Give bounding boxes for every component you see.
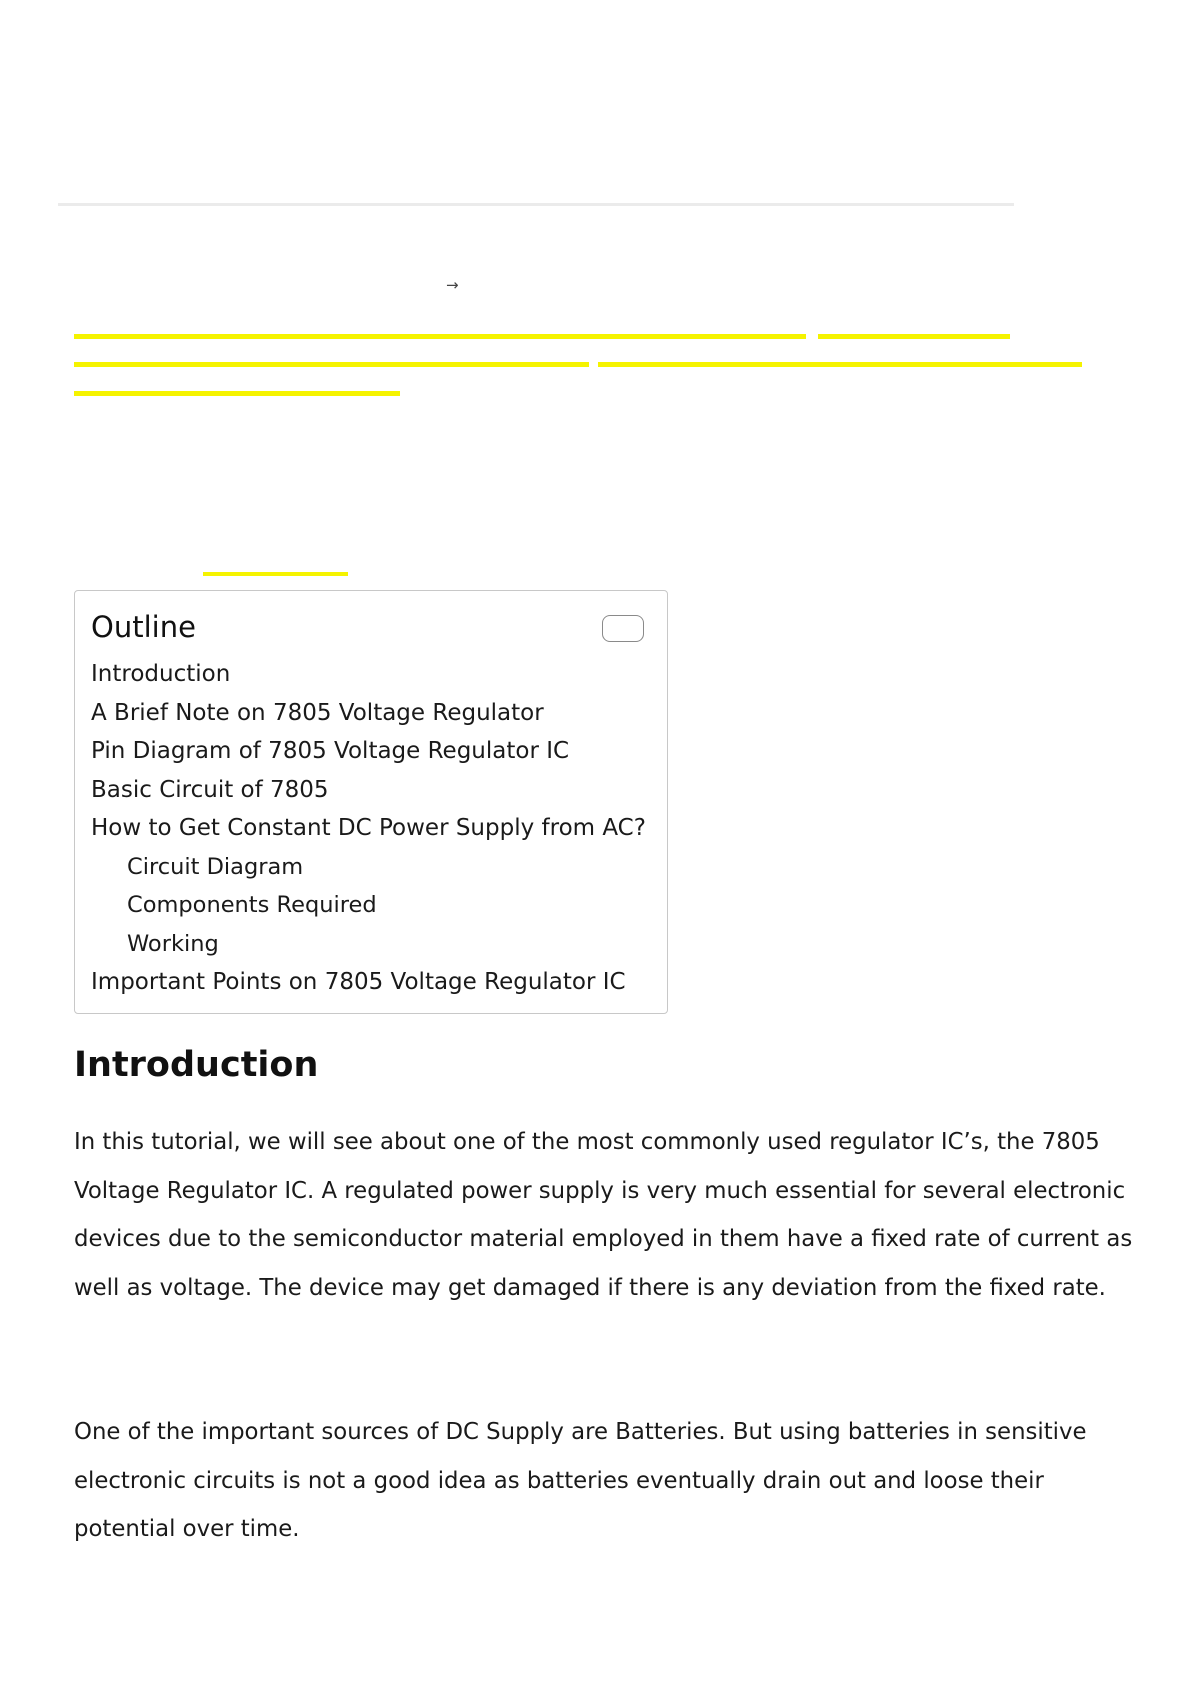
toc-item-introduction[interactable]: Introduction (91, 661, 231, 687)
toc-item-important-points[interactable]: Important Points on 7805 Voltage Regulator IC (91, 969, 626, 995)
link-highlight[interactable] (203, 572, 348, 576)
toc-item-constant-dc[interactable]: How to Get Constant DC Power Supply from AC? (91, 815, 646, 841)
link-highlight[interactable] (74, 391, 400, 396)
toc-list (91, 655, 646, 1002)
intro-paragraph: In this tutorial, we will see about one of the most commonly used regulator IC’s, the 7805 Voltage Regulator IC. A regulated power supply is very much essential for several electronic devices due to the semiconductor material employed in them have a fixed rate of current as well as voltage. The device may get damaged if there is any deviation from the fixed rate. (74, 1129, 1133, 1301)
link-highlight[interactable] (598, 362, 1082, 367)
link-highlight[interactable] (74, 334, 806, 339)
outline-title: Outline (91, 610, 196, 644)
toc-item-brief-note[interactable]: A Brief Note on 7805 Voltage Regulator (91, 699, 544, 726)
toc-item-pin-diagram[interactable]: Pin Diagram of 7805 Voltage Regulator IC (91, 738, 570, 764)
batteries-paragraph: One of the important sources of DC Supply are Batteries. But using batteries in sensitive electronic circuits is not a good idea as batteries eventually drain out and loose their potential over time. (74, 1419, 1087, 1542)
section-heading-introduction: Introduction (74, 1045, 319, 1085)
link-highlight[interactable] (74, 362, 589, 367)
toc-item-circuit-diagram[interactable]: Circuit Diagram (127, 853, 304, 880)
header-divider (58, 203, 1014, 206)
outline-toggle-button[interactable] (602, 615, 644, 642)
arrow-right-icon: → (446, 276, 459, 294)
toc-item-working[interactable]: Working (127, 930, 219, 957)
toc-item-components-required[interactable]: Components Required (127, 892, 377, 918)
toc-item-basic-circuit[interactable]: Basic Circuit of 7805 (91, 776, 329, 803)
link-highlight[interactable] (818, 334, 1010, 339)
table-of-contents (74, 590, 668, 1014)
